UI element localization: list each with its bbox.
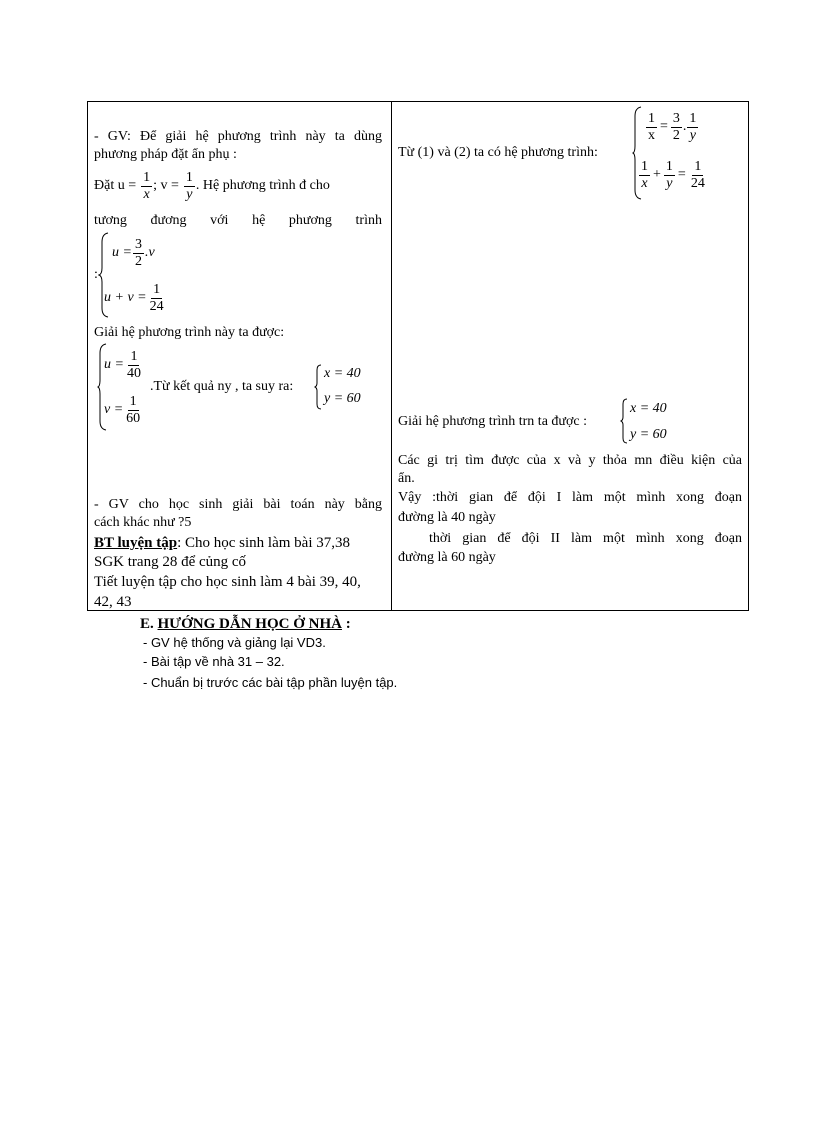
homework-heading: E. HƯỚNG DẪN HỌC Ở NHÀ :	[140, 616, 351, 632]
substitution-prefix: Đặt u =	[94, 178, 137, 193]
system2-eq2: v = $\frac{1}{60}$	[104, 393, 141, 426]
values-satisfy-line2: ẩn.	[398, 471, 415, 486]
substitution-separator: ; v =	[153, 178, 179, 193]
conclusion-team1-line2: đường là 40 ngày	[398, 510, 496, 525]
gv-alt-method-line2: cách khác như ?5	[94, 515, 192, 530]
equivalence-line: tương đương với hệ phương trình	[94, 213, 382, 228]
result-text: .Từ kết quả ny , ta suy ra:	[150, 379, 294, 394]
right-system-eq1: $\frac{1}{x}$ = $\frac{3}{2}$ . $\frac{1}{y}$	[648, 110, 697, 143]
substitution-line	[94, 164, 330, 208]
gv-alt-method-line1: - GV cho học sinh giải bài toán này bằng	[94, 497, 382, 512]
practice-session-line2: 42, 43	[94, 594, 132, 610]
conclusion-team1-line1: Vậy :thời gian để đội I làm một mình xong đoạn	[398, 490, 742, 505]
values-satisfy-line1: Các gi trị tìm được của x và y thỏa mn điều kiện của	[398, 453, 742, 468]
homework-item-2: - Bài tập về nhà 31 – 32.	[143, 654, 285, 669]
practice-line2: SGK trang 28 để củng cố	[94, 554, 247, 570]
homework-item-1: - GV hệ thống và giảng lại VD3.	[143, 635, 326, 650]
solve-system-line: Giải hệ phương trình này ta được:	[94, 325, 285, 340]
system2-eq1: u = $\frac{1}{40}$	[104, 348, 141, 381]
v-fraction: $\frac{1}{y}$	[185, 169, 193, 202]
right-result-y: y = 60	[630, 427, 667, 442]
right-system-eq2: $\frac{1}{x}$ + $\frac{1}{y}$ = $\frac{1}{24}$	[641, 158, 705, 191]
system1-eq2: u + v = $\frac{1}{24}$	[104, 281, 164, 314]
right-system-intro: Từ (1) và (2) ta có hệ phương trình:	[398, 145, 598, 160]
left-intro-line2: phương pháp đặt ẩn phụ :	[94, 147, 237, 162]
fraction-1-40: $\frac{1}{40}$	[126, 348, 141, 381]
system1-eq1: u = $\frac{3}{2}$ .v	[112, 236, 155, 269]
right-solve-line: Giải hệ phương trình trn ta được :	[398, 414, 587, 429]
left-result-x: x = 40	[324, 366, 361, 381]
substitution-suffix: . Hệ phương trình đ cho	[195, 178, 330, 193]
left-result-y: y = 60	[324, 391, 361, 406]
left-intro-line1: - GV: Để giải hệ phương trình này ta dùng	[94, 129, 382, 144]
u-fraction: $\frac{1}{x}$	[143, 169, 151, 202]
fraction-1-60: $\frac{1}{60}$	[126, 393, 141, 426]
result-brace	[314, 364, 322, 410]
practice-line: BT luyện tập: Cho học sinh làm bài 37,38	[94, 535, 350, 551]
right-result-x: x = 40	[630, 401, 667, 416]
practice-label: BT luyện tập	[94, 535, 178, 551]
conclusion-team2-line1: thời gian để đội II làm một mình xong đoạn	[429, 531, 742, 546]
table-column-divider	[391, 101, 392, 611]
right-result-brace	[620, 398, 628, 444]
system-colon: :	[94, 267, 98, 282]
homework-item-3: - Chuẩn bị trước các bài tập phần luyện tập.	[143, 675, 398, 690]
conclusion-team2-line2: đường là 60 ngày	[398, 550, 496, 565]
fraction-3-2: $\frac{3}{2}$	[134, 236, 142, 269]
fraction-1-24: $\frac{1}{24}$	[149, 281, 164, 314]
practice-session-line1: Tiết luyện tập cho học sinh làm 4 bài 39, 40,	[94, 574, 361, 590]
